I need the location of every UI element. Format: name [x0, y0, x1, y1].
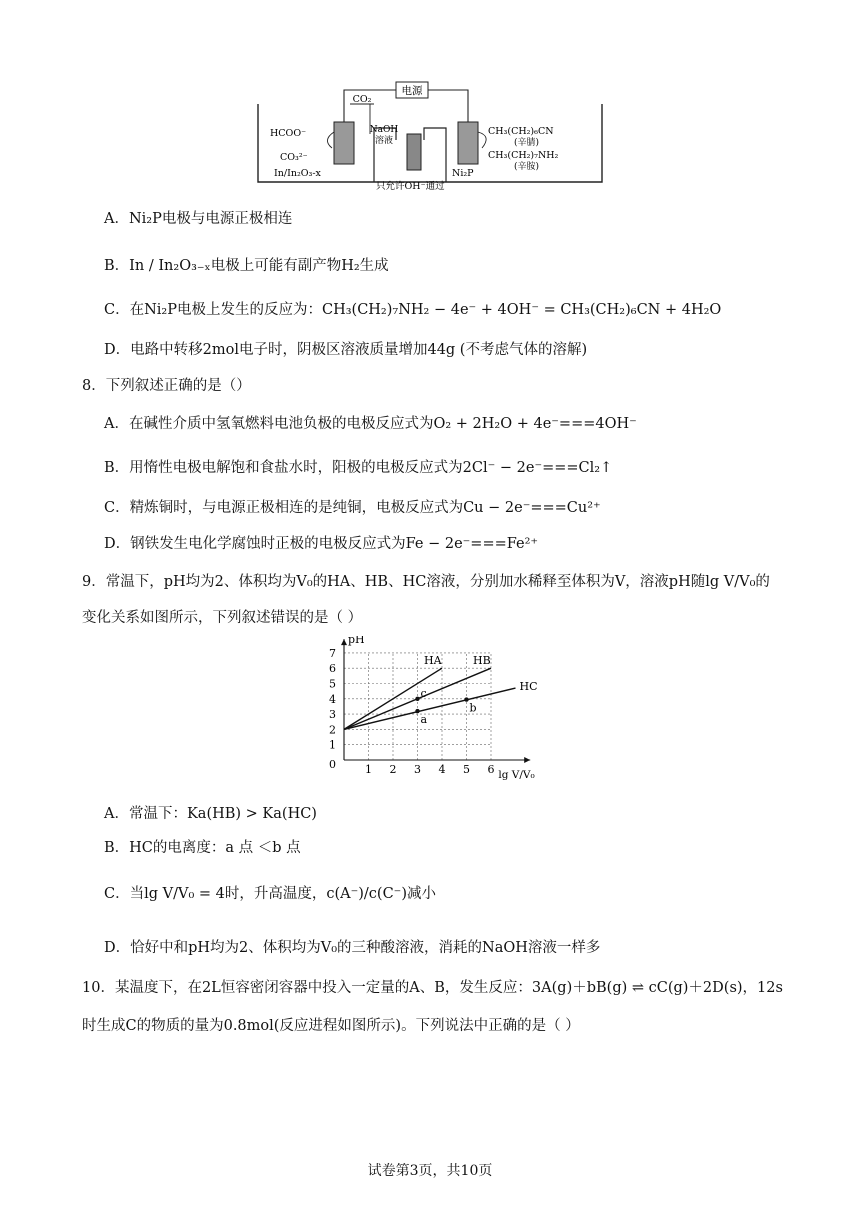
series-label-hb: HB [473, 654, 491, 668]
q8-option-d: D．钢铁发生电化学腐蚀时正极的电极反应式为Fe − 2e⁻===Fe²⁺ [104, 536, 539, 552]
q7-option-a: A．Ni₂P电极与电源正极相连 [104, 211, 293, 227]
point-c [415, 697, 419, 701]
y-tick-label: 6 [329, 662, 336, 676]
page-footer: 试卷第3页，共10页 [367, 1163, 493, 1179]
origin-label: 0 [329, 758, 336, 771]
q8-option-c: C．精炼铜时，与电源正极相连的是纯铜，电极反应式为Cu − 2e⁻===Cu²⁺ [104, 500, 601, 516]
q9-option-b: B．HC的电离度：a 点 ＜b 点 [104, 840, 301, 856]
x-tick-label: 5 [463, 763, 470, 776]
naoh-label: NaOH [369, 125, 399, 135]
amine-label: CH₃(CH₂)₇NH₂ [488, 150, 559, 161]
x-tick-label: 3 [414, 763, 421, 776]
q7-option-d: D．电路中转移2mol电子时，阴极区溶液质量增加44g (不考虑气体的溶解) [104, 342, 588, 358]
amine-name: (辛胺) [514, 162, 540, 172]
x-axis-arrow [524, 757, 530, 763]
q9-option-d: D．恰好中和pH均为2、体积均为V₀的三种酸溶液，消耗的NaOH溶液一样多 [104, 940, 601, 956]
y-axis-label: pH [348, 636, 365, 647]
series-line-ha [344, 668, 442, 729]
right-electrode [458, 122, 478, 164]
point-a [415, 709, 419, 713]
q8-stem: 8．下列叙述正确的是（） [82, 378, 251, 394]
point-label-b: b [469, 701, 477, 715]
y-tick-label: 3 [329, 708, 336, 722]
nitrile-name: (辛腈) [514, 138, 540, 148]
left-electrode [334, 122, 354, 164]
x-tick-label: 6 [487, 763, 495, 776]
y-tick-label: 1 [329, 738, 336, 752]
y-tick-label: 2 [329, 723, 336, 737]
q8-option-a: A．在碱性介质中氢氧燃料电池负极的电极反应式为O₂ + 2H₂O + 4e⁻===4OH⁻ [104, 416, 637, 432]
y-tick-label: 4 [329, 692, 336, 706]
x-tick-label: 2 [389, 763, 397, 776]
q10-stem-line1: 10．某温度下，在2L恒容密闭容器中投入一定量的A、B，发生反应：3A(g)＋bB(g) ⇌ cC(g)＋2D(s)，12s [82, 980, 783, 996]
x-tick-label: 1 [365, 763, 372, 776]
x-tick-label: 4 [438, 763, 446, 776]
right-electrode-label: Ni₂P [452, 168, 474, 179]
point-label-a: a [420, 713, 428, 727]
q8-option-b: B．用惰性电极电解饱和食盐水时，阳极的电极反应式为2Cl⁻ − 2e⁻===Cl₂↑ [104, 460, 613, 476]
solution-label: 溶液 [374, 136, 394, 146]
q9-option-c: C．当lg V/V₀ = 4时，升高温度，c(A⁻)/c(C⁻)减小 [104, 886, 436, 902]
point-label-c: c [420, 686, 427, 700]
membrane-label: 只允许OH⁻通过 [376, 181, 445, 190]
y-tick-label: 7 [329, 646, 336, 660]
series-label-hc: HC [519, 680, 538, 694]
y-tick-label: 5 [329, 677, 336, 691]
left-electrode-label: In/In₂O₃-x [274, 168, 321, 179]
nitrile-label: CH₃(CH₂)₆CN [488, 126, 554, 137]
electrolysis-diagram [256, 78, 606, 190]
point-b [464, 697, 468, 701]
hcoo-label: HCOO⁻ [270, 128, 307, 139]
x-axis-label: lg V/V₀ [498, 769, 535, 781]
co3-label: CO₃²⁻ [280, 152, 308, 163]
q7-option-c: C．在Ni₂P电极上发生的反应为：CH₃(CH₂)₇NH₂ − 4e⁻ + 4OH⁻ = CH₃(CH₂)₆CN + 4H₂O [104, 302, 722, 318]
y-axis-arrow [341, 639, 347, 645]
q9-stem-line2: 变化关系如图所示，下列叙述错误的是（ ） [82, 610, 363, 626]
series-label-ha: HA [424, 654, 442, 668]
q7-option-b: B．In / In₂O₃₋ₓ电极上可能有副产物H₂生成 [104, 258, 389, 274]
q10-stem-line2: 时生成C的物质的量为0.8mol(反应进程如图所示)。下列说法中正确的是（ ） [82, 1018, 580, 1034]
co2-label: CO₂ [352, 94, 372, 105]
ph-dilution-chart [318, 636, 548, 788]
power-label: 电源 [401, 85, 423, 97]
q9-stem-line1: 9．常温下，pH均为2、体积均为V₀的HA、HB、HC溶液，分别加水稀释至体积为V，溶液pH随lg V/V₀的 [82, 574, 770, 590]
membrane [407, 134, 421, 170]
q9-option-a: A．常温下：Ka(HB) > Ka(HC) [104, 806, 317, 822]
